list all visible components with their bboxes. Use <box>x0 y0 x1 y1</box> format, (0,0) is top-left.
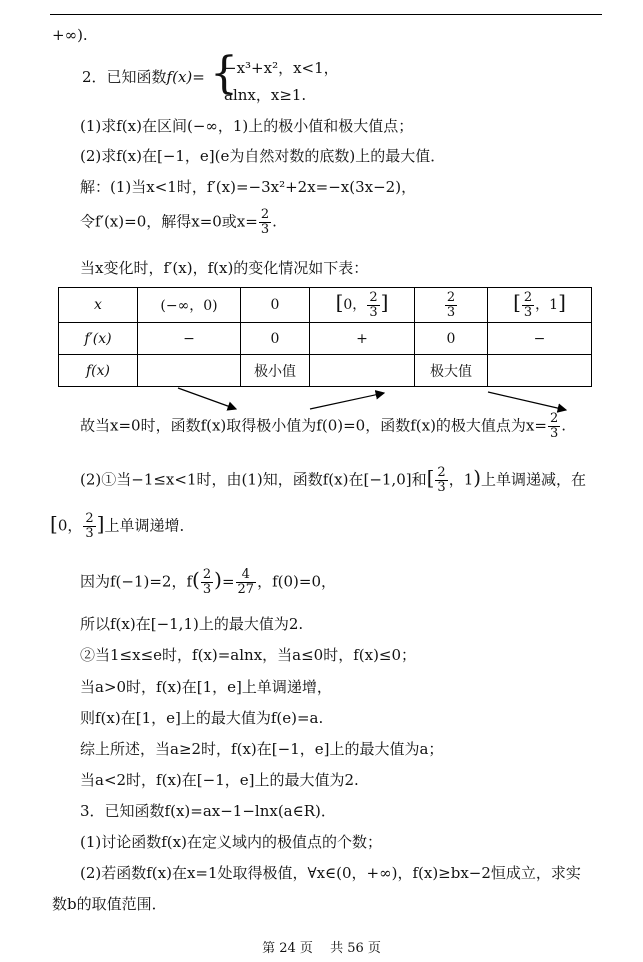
cell-x-interval3: [ $\frac{2}{3}$ ，1] <box>488 288 592 323</box>
solution-2-pre: 令f′(x)=0，解得x=0或x= <box>80 212 258 231</box>
cell-x-two-thirds: $\frac{2}{3}$ <box>415 288 488 323</box>
part2-line9: 当a<2时，f(x)在[−1，e]上的最大值为2. <box>80 771 359 789</box>
page-footer: 第 24 页 共 56 页 <box>262 941 381 956</box>
fraction-two-thirds-2: $\frac{2}{3}$ <box>549 411 559 441</box>
part2-line6: 当a>0时，f(x)在[1，e]上单调递增， <box>80 678 332 696</box>
cell-x-label: x <box>59 288 138 323</box>
part2-line7: 则f(x)在[1，e]上的最大值为f(e)=a. <box>80 709 324 727</box>
part2-line3: 因为f(−1)=2，f( $\frac{2}{3}$ )= $\frac{4}{27}$ ，f(0)=0， <box>80 567 336 597</box>
question-1: (1)求f(x)在区间(−∞，1)上的极小值和极大值点； <box>80 117 414 135</box>
piece-2: alnx，x≥1. <box>224 86 307 104</box>
table-intro: 当x变化时，f′(x)，f(x)的变化情况如下表： <box>80 259 369 277</box>
question-2: (2)求f(x)在[−1，e](e为自然对数的底数)上的最大值． <box>80 147 446 165</box>
problem3-line1: 3．已知函数f(x)=ax−1−lnx(a∈R)． <box>80 802 336 820</box>
cell-fprime-2: 0 <box>241 323 310 355</box>
problem2-lead-text: 2．已知函数 <box>82 68 167 86</box>
cell-x-interval2: [0， $\frac{2}{3}$ ] <box>310 288 415 323</box>
arrow-decreasing-1 <box>178 388 236 409</box>
cell-fprime-label: f′(x) <box>59 323 138 355</box>
intro-tail: +∞). <box>52 26 88 44</box>
part2-line8: 综上所述，当a≥2时，f(x)在[−1，e]上的最大值为a； <box>80 740 444 758</box>
cell-f-2: 极小值 <box>241 355 310 387</box>
conclusion-1-pre: 故当x=0时，函数f(x)取得极小值为f(0)=0，函数f(x)的极大值点为x= <box>80 416 547 435</box>
problem2-fx: f(x)= <box>166 68 205 86</box>
cell-f-4: 极大值 <box>415 355 488 387</box>
frac-den: 3 <box>260 222 270 237</box>
piecewise-brace: { <box>210 48 238 99</box>
problem3-line2: (1)讨论函数f(x)在定义域内的极值点的个数； <box>80 833 382 851</box>
cell-fprime-5: − <box>488 323 592 355</box>
problem3-line4: 数b的取值范围． <box>52 895 167 913</box>
conclusion-1: 故当x=0时，函数f(x)取得极小值为f(0)=0，函数f(x)的极大值点为x= $\frac{2}{3}$ . <box>80 411 567 441</box>
part2-line5: ②当1≤x≤e时，f(x)=alnx，当a≤0时，f(x)≤0； <box>80 646 417 664</box>
arrow-decreasing-2 <box>488 392 566 410</box>
arrow-increasing <box>310 393 384 409</box>
cell-fprime-1: − <box>138 323 241 355</box>
cell-fprime-3: + <box>310 323 415 355</box>
cell-x-zero: 0 <box>241 288 310 323</box>
part2-line1: (2)①当−1≤x<1时，由(1)知，函数f(x)在[−1,0]和[ $\frac{2}{3}$ ，1)上单调递减，在 <box>80 465 587 495</box>
cell-f-label: f(x) <box>59 355 138 387</box>
frac-num: 2 <box>260 207 270 222</box>
cell-fprime-4: 0 <box>415 323 488 355</box>
problem3-line3: (2)若函数f(x)在x=1处取得极值，∀x∈(0，+∞)，f(x)≥bx−2恒成立，求实 <box>80 864 581 882</box>
piece-1: −x³+x²，x<1， <box>224 59 339 77</box>
solution-2-post: . <box>272 212 277 231</box>
part2-line4: 所以f(x)在[−1,1)上的最大值为2. <box>80 615 304 633</box>
cell-x-interval1: (−∞，0) <box>138 288 241 323</box>
solution-1: 解：(1)当x<1时，f′(x)=−3x²+2x=−x(3x−2)， <box>80 178 417 196</box>
part2-line2: [0， $\frac{2}{3}$ ]上单调递增． <box>50 511 195 541</box>
